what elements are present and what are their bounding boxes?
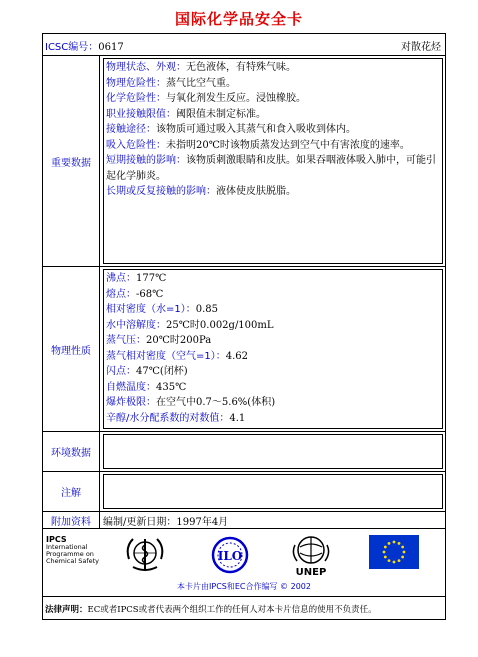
supplement-row xyxy=(43,512,445,529)
property-item: 爆炸极限：在空气中0.7～5.6%(体积) xyxy=(106,397,276,408)
physical-properties-row xyxy=(43,267,445,432)
property-item: 蒸气相对密度（空气=1）：4.62 xyxy=(106,350,249,362)
unep-logo-icon xyxy=(291,535,331,567)
logo-strip xyxy=(43,529,445,597)
eu-star-icon xyxy=(393,541,396,544)
safety-card xyxy=(42,33,446,620)
supplement-text: 编制/更新日期：1997年4月 xyxy=(103,517,229,528)
eu-star-icon xyxy=(388,559,391,562)
icsc-number: 0617 xyxy=(98,42,124,53)
eu-star-icon xyxy=(403,551,406,554)
svg-text:ILO: ILO xyxy=(217,549,243,563)
important-item: 物理危险性：蒸气比空气重。 xyxy=(106,77,236,89)
environment-box xyxy=(103,434,443,469)
notes-row xyxy=(43,472,445,512)
property-item: 闪点：47℃(闭杯) xyxy=(106,366,188,377)
notes-label: 注解 xyxy=(43,472,100,511)
eu-star-icon xyxy=(388,542,391,545)
eu-star-icon xyxy=(383,551,386,554)
important-item: 长期或反复接触的影响：液体使皮肤脱脂。 xyxy=(106,186,296,197)
important-item: 化学危险性：与氧化剂发生反应。浸蚀橡胶。 xyxy=(106,93,306,104)
important-data-box xyxy=(103,58,443,264)
unep-label: UNEP xyxy=(295,567,327,578)
property-item: 自燃温度：435℃ xyxy=(106,381,187,393)
card-title: 国际化学品安全卡 xyxy=(174,10,303,28)
eu-star-icon xyxy=(384,556,387,559)
important-data-row xyxy=(43,56,445,267)
who-logo-icon xyxy=(123,535,167,575)
supplement-label: 附加资料 xyxy=(43,512,100,528)
important-item: 职业接触限值：阈限值未制定标准。 xyxy=(106,108,266,120)
property-item: 辛醇/水分配系数的对数值：4.1 xyxy=(106,412,246,424)
eu-star-icon xyxy=(398,542,401,545)
property-item: 沸点：177℃ xyxy=(106,273,167,284)
important-item: 物理状态、外观：无色液体，有特殊气味。 xyxy=(106,62,296,73)
eu-star-icon xyxy=(384,546,387,549)
icsc-label: ICSC编号： xyxy=(45,42,99,53)
property-item: 水中溶解度：25℃时0.002g/100mL xyxy=(106,319,274,331)
important-item: 吸入危险性：未指明20℃时该物质蒸发达到空气中有害浓度的速率。 xyxy=(106,139,410,151)
physical-properties-label: 物理性质 xyxy=(43,267,100,431)
property-item: 蒸气压：20℃时200Pa xyxy=(106,335,212,346)
environment-row xyxy=(43,432,445,472)
legal-notice: 法律声明：EC或者IPCS或者代表两个组织工作的任何人对本卡片信息的使用不负责任。 xyxy=(45,605,377,615)
property-item: 熔点：-68℃ xyxy=(106,288,164,300)
important-item: 短期接触的影响：该物质刺激眼睛和皮肤。如果吞咽液体吸入肺中，可能引起化学肺炎。 xyxy=(106,155,436,182)
ipcs-logo: IPCS International Programme on Chemical Safety xyxy=(46,535,100,565)
important-data-label: 重要数据 xyxy=(43,56,100,266)
property-item: 相对密度（水=1）：0.85 xyxy=(106,304,219,315)
eu-star-icon xyxy=(398,559,401,562)
eu-star-icon xyxy=(393,561,396,564)
environment-label: 环境数据 xyxy=(43,432,100,471)
footer-caption: 本卡片由IPCS和EC合作编写 © 2002 xyxy=(177,582,311,591)
id-row xyxy=(43,34,445,56)
important-item: 接触途径：该物质可通过吸入其蒸气和食入吸收到体内。 xyxy=(106,124,356,135)
notes-box xyxy=(103,474,443,509)
chemical-name: 对散花烃 xyxy=(401,42,441,53)
ilo-logo-icon xyxy=(210,535,250,575)
physical-properties-box xyxy=(103,269,443,429)
eu-star-icon xyxy=(401,546,404,549)
eu-flag-icon xyxy=(369,535,419,569)
eu-star-icon xyxy=(401,556,404,559)
